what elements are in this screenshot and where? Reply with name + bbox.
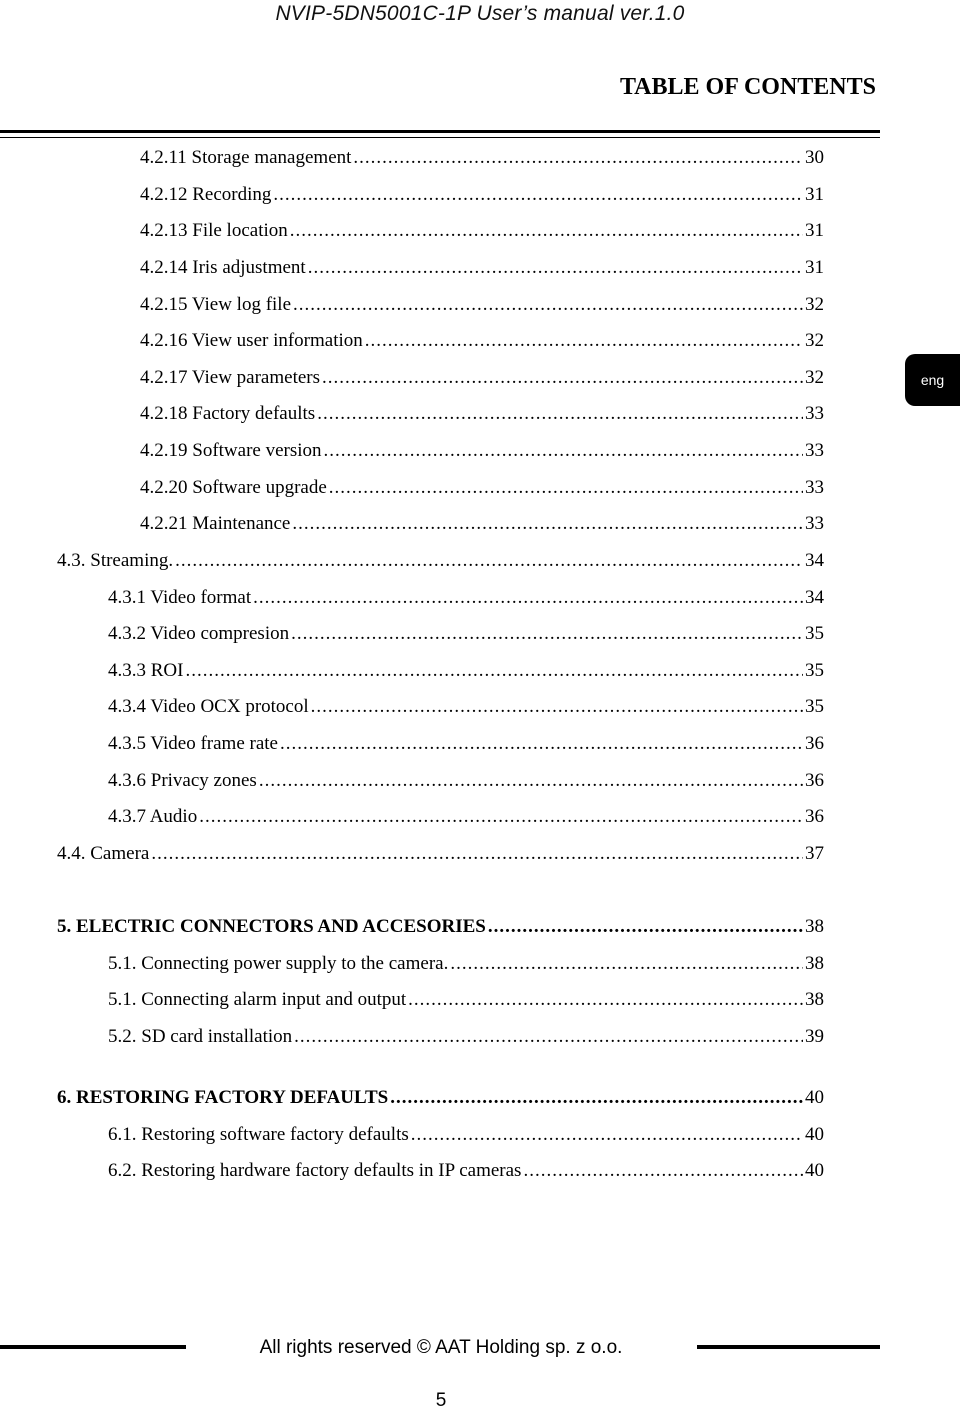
toc-entry[interactable] xyxy=(108,953,824,981)
toc-entry-page: 36 xyxy=(805,770,824,791)
toc-entry-page: 35 xyxy=(805,696,824,717)
toc-entry-label: 4.2.17 View parameters xyxy=(140,367,321,388)
toc-leader xyxy=(365,330,803,352)
toc-entry-page: 40 xyxy=(805,1160,824,1181)
toc-leader xyxy=(290,220,803,242)
toc-entry-page: 32 xyxy=(805,367,824,388)
toc-entry[interactable] xyxy=(140,330,824,358)
toc-entry-page: 33 xyxy=(805,513,824,534)
toc-entry[interactable] xyxy=(108,1124,824,1152)
toc-entry[interactable] xyxy=(108,1160,824,1188)
toc-entry[interactable] xyxy=(108,989,824,1017)
toc-entry-page: 37 xyxy=(805,843,824,864)
toc-entry[interactable] xyxy=(108,806,824,834)
toc-entry-page: 34 xyxy=(805,550,824,571)
toc-entry-label: 4.2.16 View user information xyxy=(140,330,363,351)
toc-leader xyxy=(273,184,803,206)
toc-entry[interactable] xyxy=(140,440,824,468)
toc-entry-label: 6. RESTORING FACTORY DEFAULTS xyxy=(57,1087,389,1108)
toc-entry-page: 33 xyxy=(805,440,824,461)
toc-entry-label: 6.1. Restoring software factory defaults xyxy=(108,1124,409,1145)
toc-leader xyxy=(199,806,803,828)
toc-entry-label: 4.2.11 Storage management xyxy=(140,147,352,168)
toc-entry-page: 35 xyxy=(805,660,824,681)
toc-entry[interactable] xyxy=(140,367,824,395)
running-header: NVIP-5DN5001C-1P User’s manual ver.1.0 xyxy=(275,2,685,25)
toc-entry[interactable] xyxy=(108,587,824,615)
toc-entry-label: 4.3.7 Audio xyxy=(108,806,198,827)
toc-entry-label: 4.3.4 Video OCX protocol xyxy=(108,696,309,717)
toc-entry-page: 38 xyxy=(805,916,824,937)
toc-entry-page: 36 xyxy=(805,806,824,827)
footer-copyright: All rights reserved © AAT Holding sp. z o.o. xyxy=(259,1337,623,1358)
toc-entry[interactable] xyxy=(57,916,824,944)
language-tab xyxy=(905,354,960,406)
toc-entry-page: 38 xyxy=(805,953,824,974)
toc-entry[interactable] xyxy=(57,1087,824,1115)
toc-entry-page: 38 xyxy=(805,989,824,1010)
toc-entry-label: 4.3.2 Video compresion xyxy=(108,623,290,644)
toc-entry-label: 4.3.1 Video format xyxy=(108,587,252,608)
toc-leader xyxy=(488,916,803,938)
toc-entry-label: 5. ELECTRIC CONNECTORS AND ACCESORIES xyxy=(57,916,486,937)
toc-leader xyxy=(175,550,803,572)
toc-entry-label: 4.2.21 Maintenance xyxy=(140,513,291,534)
toc-entry-page: 31 xyxy=(805,257,824,278)
toc-entry[interactable] xyxy=(140,220,824,248)
toc-leader xyxy=(408,989,803,1011)
toc-entry[interactable] xyxy=(140,294,824,322)
toc-entry-label: 6.2. Restoring hardware factory defaults in IP cameras xyxy=(108,1160,522,1181)
toc-leader xyxy=(280,733,803,755)
toc-entry[interactable] xyxy=(140,147,824,175)
toc-leader xyxy=(253,587,803,609)
toc-entry[interactable] xyxy=(140,513,824,541)
page-number: 5 xyxy=(435,1390,447,1411)
toc-entry[interactable] xyxy=(140,257,824,285)
toc-entry-page: 40 xyxy=(805,1124,824,1145)
toc-entry-label: 4.2.12 Recording xyxy=(140,184,272,205)
toc-entry[interactable] xyxy=(108,696,824,724)
toc-entry-page: 32 xyxy=(805,330,824,351)
toc-entry-label: 4.2.18 Factory defaults xyxy=(140,403,316,424)
toc-entry-page: 33 xyxy=(805,403,824,424)
toc-leader xyxy=(293,294,803,316)
toc-leader xyxy=(450,953,803,975)
toc-leader xyxy=(322,367,803,389)
toc-entry[interactable] xyxy=(57,843,824,871)
toc-entry[interactable] xyxy=(108,770,824,798)
toc-leader xyxy=(292,513,803,535)
toc-entry-label: 4.2.19 Software version xyxy=(140,440,322,461)
toc-entry-label: 4.3.5 Video frame rate xyxy=(108,733,278,754)
toc-entry-page: 33 xyxy=(805,477,824,498)
language-tab-label: eng xyxy=(920,372,945,388)
toc-entry[interactable] xyxy=(57,550,824,578)
toc-leader xyxy=(185,660,803,682)
toc-entry[interactable] xyxy=(108,733,824,761)
toc-entry-page: 31 xyxy=(805,184,824,205)
toc-leader xyxy=(390,1087,803,1109)
toc-leader xyxy=(523,1160,803,1182)
toc-entry-label: 4.2.14 Iris adjustment xyxy=(140,257,306,278)
toc-leader xyxy=(411,1124,803,1146)
toc-entry-label: 4.4. Camera xyxy=(57,843,150,864)
toc-entry-label: 5.2. SD card installation xyxy=(108,1026,293,1047)
toc-leader xyxy=(151,843,803,865)
toc-entry-page: 32 xyxy=(805,294,824,315)
toc-entry-label: 4.2.20 Software upgrade xyxy=(140,477,327,498)
toc-entry[interactable] xyxy=(140,403,824,431)
toc-entry[interactable] xyxy=(108,623,824,651)
toc-entry-page: 34 xyxy=(805,587,824,608)
toc-entry-page: 40 xyxy=(805,1087,824,1108)
toc-entry[interactable] xyxy=(108,1026,824,1054)
toc-leader xyxy=(324,440,803,462)
toc-leader xyxy=(353,147,803,169)
toc-entry[interactable] xyxy=(140,477,824,505)
toc-entry-page: 31 xyxy=(805,220,824,241)
toc-leader xyxy=(311,696,803,718)
toc-entry-label: 4.3. Streaming. xyxy=(57,550,174,571)
toc-leader xyxy=(308,257,803,279)
toc-entry-label: 4.3.6 Privacy zones xyxy=(108,770,257,791)
toc-entry-page: 35 xyxy=(805,623,824,644)
toc-leader xyxy=(259,770,803,792)
page-title: TABLE OF CONTENTS xyxy=(619,74,876,100)
header-rule-thick xyxy=(0,130,880,133)
toc-leader xyxy=(317,403,803,425)
toc-leader xyxy=(329,477,803,499)
toc-entry-label: 4.2.13 File location xyxy=(140,220,288,241)
toc-leader xyxy=(291,623,803,645)
toc-entry-label: 5.1. Connecting alarm input and output xyxy=(108,989,407,1010)
toc-leader xyxy=(294,1026,803,1048)
toc-entry-page: 30 xyxy=(805,147,824,168)
toc-entry-label: 5.1. Connecting power supply to the camera. xyxy=(108,953,449,974)
toc-entry[interactable] xyxy=(108,660,824,688)
toc-entry-page: 39 xyxy=(805,1026,824,1047)
toc-entry-page: 36 xyxy=(805,733,824,754)
header-rule-thin xyxy=(0,137,880,138)
toc-entry-label: 4.3.3 ROI xyxy=(108,660,184,681)
toc-entry[interactable] xyxy=(140,184,824,212)
toc-entry-label: 4.2.15 View log file xyxy=(140,294,292,315)
